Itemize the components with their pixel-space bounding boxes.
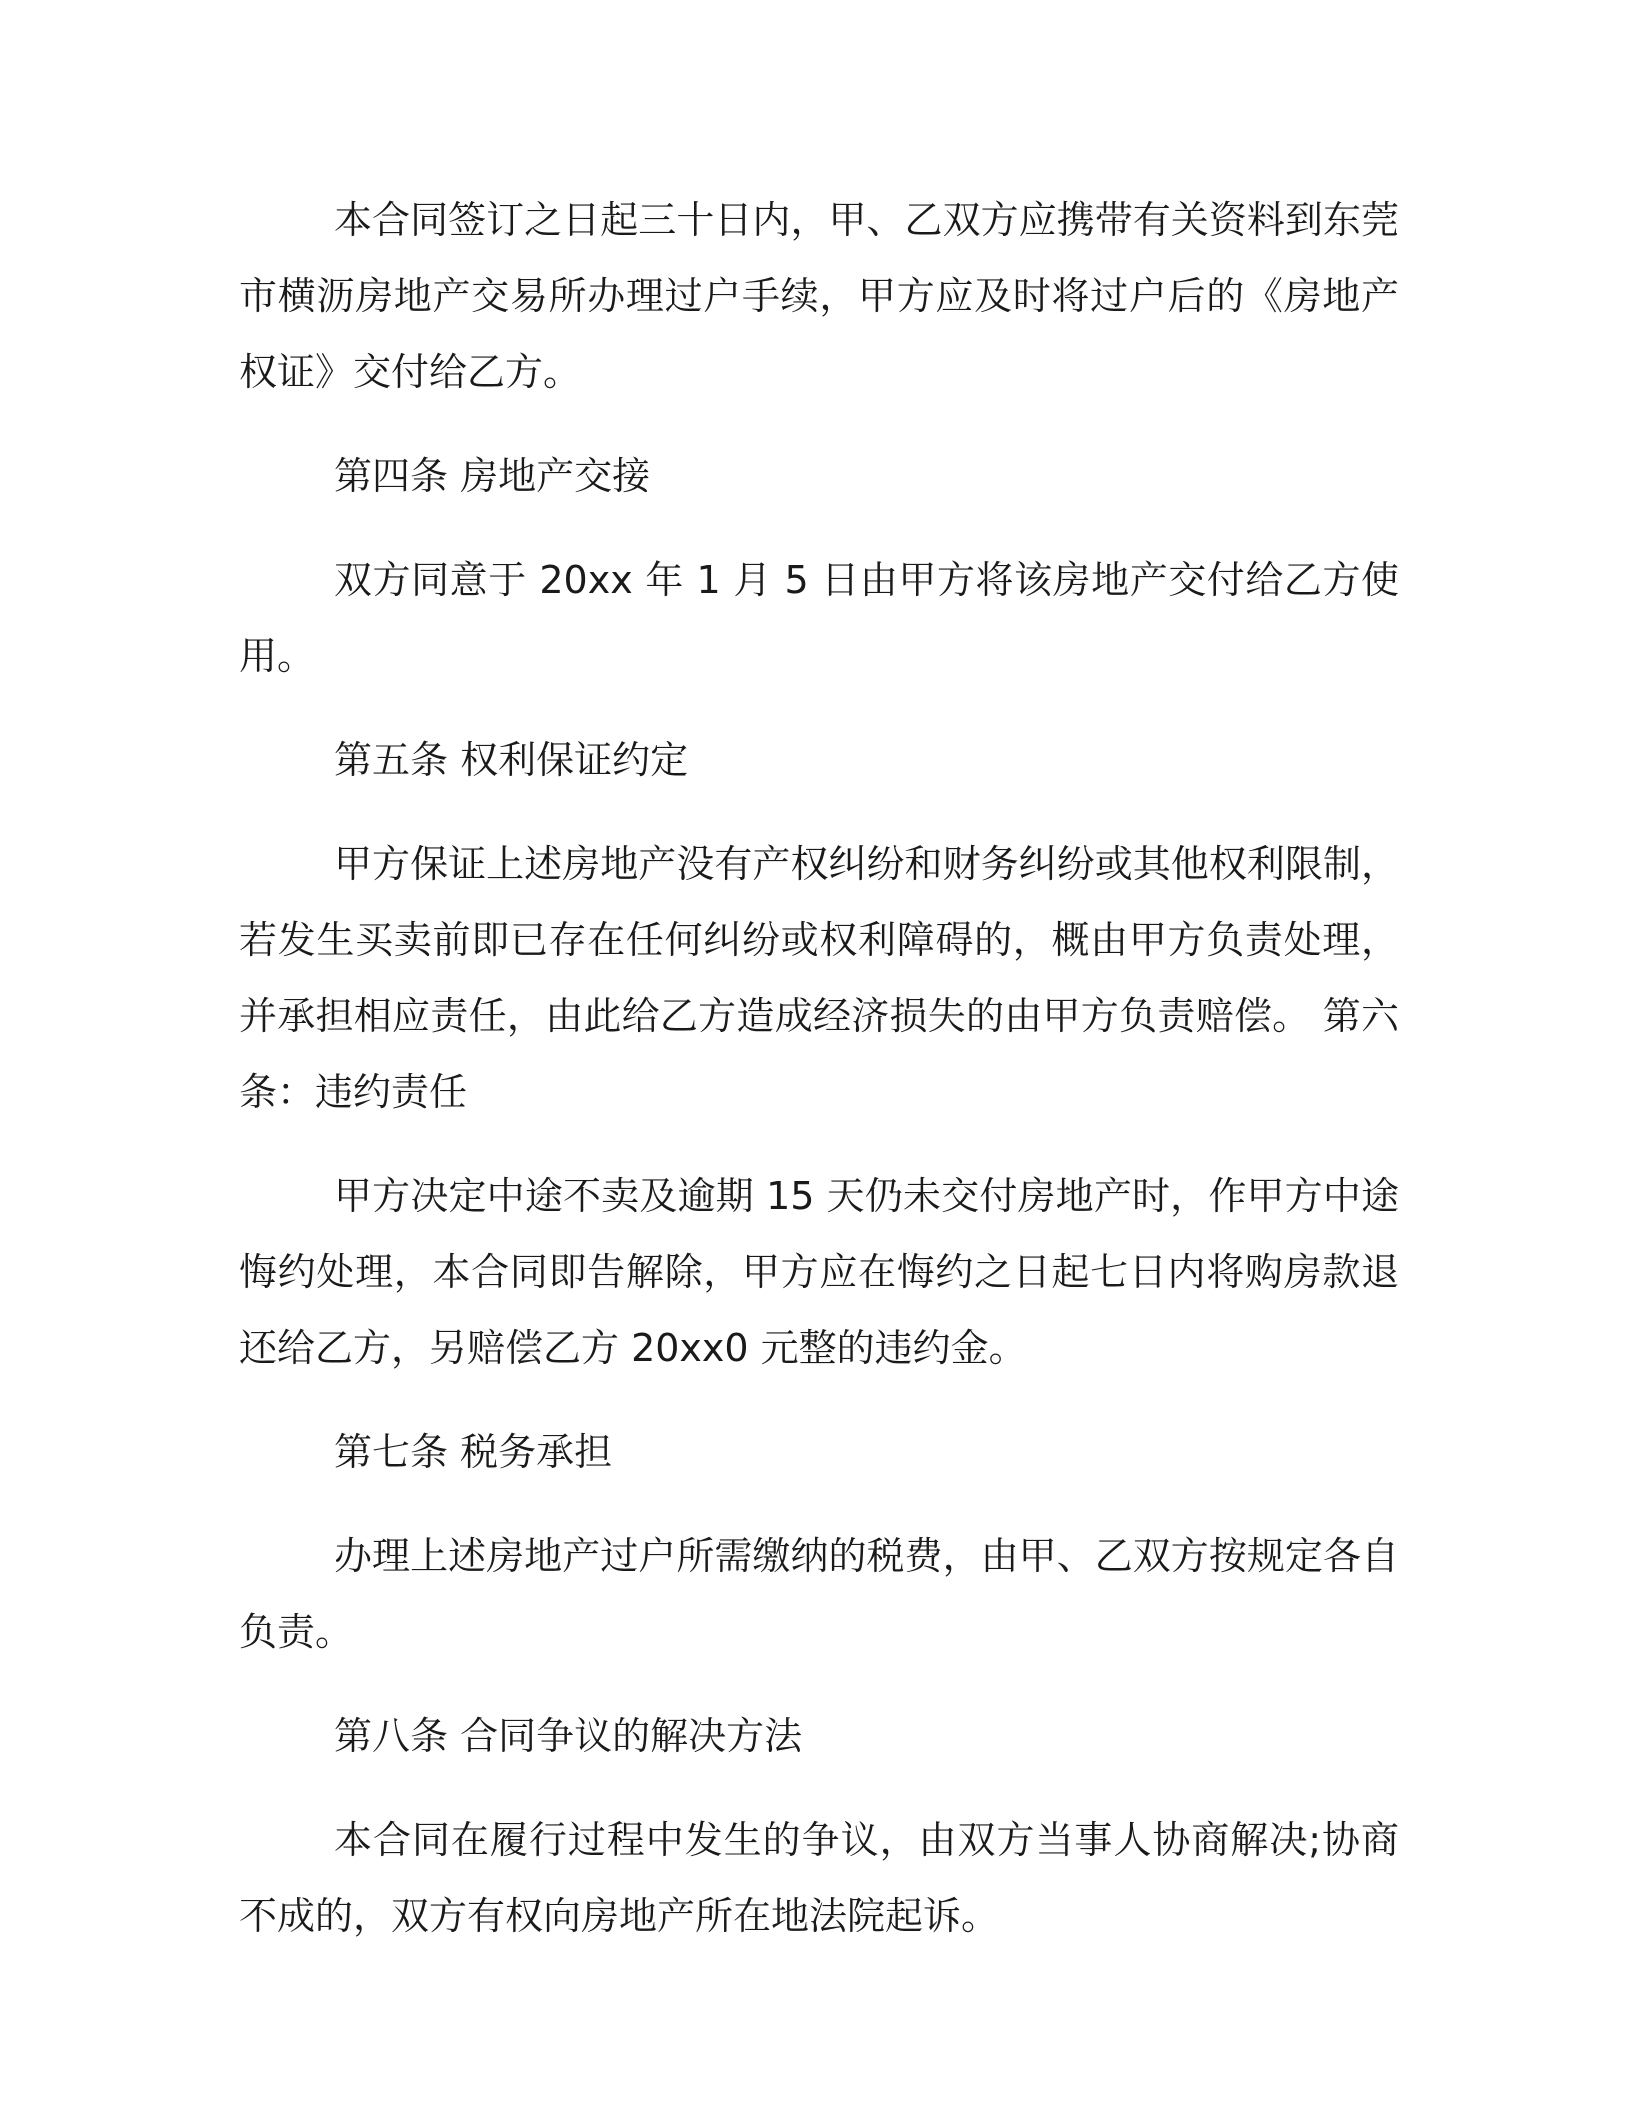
paragraph-tax-burden: 办理上述房地产过户所需缴纳的税费，由甲、乙双方按规定各自负责。 (239, 1534, 1399, 1654)
heading-article-7: 第七条 税务承担 (334, 1430, 613, 1474)
paragraph-breach-liability: 甲方决定中途不卖及逾期 15 天仍未交付房地产时，作甲方中途悔约处理，本合同即告解除，甲方应在悔约之日起七日内将购房款退还给乙方，另赔偿乙方 20xx0 元整的违约金。 (239, 1174, 1399, 1370)
paragraph-handover-date: 双方同意于 20xx 年 1 月 5 日由甲方将该房地产交付给乙方使用。 (239, 558, 1399, 678)
document-body (239, 182, 1399, 1954)
heading-article-4: 第四条 房地产交接 (334, 454, 651, 498)
paragraph-rights-guarantee: 甲方保证上述房地产没有产权纠纷和财务纠纷或其他权利限制，若发生买卖前即已存在任何纠纷或权利障碍的，概由甲方负责处理，并承担相应责任，由此给乙方造成经济损失的由甲方负责赔偿。 第六条：违约责任 (239, 842, 1399, 1114)
paragraph-transfer-procedure: 本合同签订之日起三十日内，甲、乙双方应携带有关资料到东莞市横沥房地产交易所办理过户手续，甲方应及时将过户后的《房地产权证》交付给乙方。 (239, 198, 1399, 394)
paragraph-dispute-resolution: 本合同在履行过程中发生的争议，由双方当事人协商解决;协商不成的，双方有权向房地产所在地法院起诉。 (239, 1818, 1399, 1938)
heading-article-8: 第八条 合同争议的解决方法 (334, 1714, 803, 1758)
heading-article-5: 第五条 权利保证约定 (334, 738, 689, 782)
